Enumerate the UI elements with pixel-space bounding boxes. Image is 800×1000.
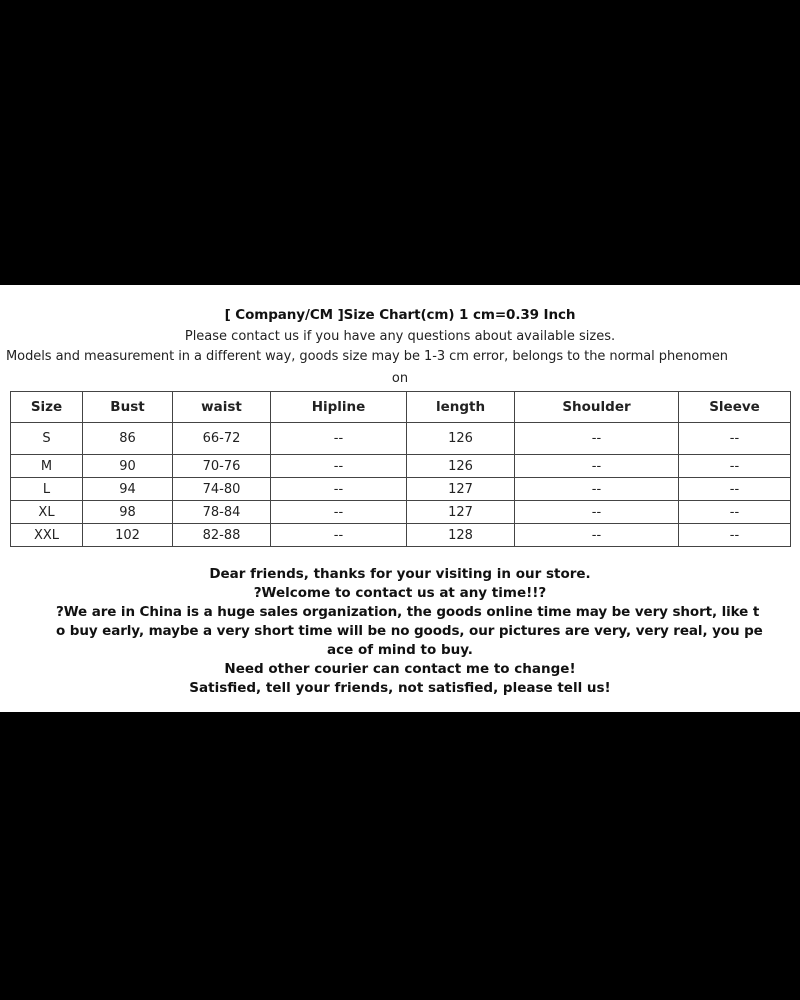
column-header: length xyxy=(407,392,515,423)
table-cell: 94 xyxy=(83,478,173,501)
table-cell: XL xyxy=(11,501,83,524)
table-cell: 127 xyxy=(407,478,515,501)
footer-line: o buy early, maybe a very short time will be no goods, our pictures are very, very real, you pe xyxy=(56,623,763,639)
contact-note: Please contact us if you have any questions about available sizes. xyxy=(184,329,616,344)
table-cell: -- xyxy=(679,501,791,524)
table-cell: 82-88 xyxy=(173,524,271,547)
table-cell: -- xyxy=(515,524,679,547)
column-header: Bust xyxy=(83,392,173,423)
table-cell: XXL xyxy=(11,524,83,547)
table-cell: -- xyxy=(515,478,679,501)
table-cell: -- xyxy=(271,501,407,524)
table-cell: M xyxy=(11,455,83,478)
column-header: Hipline xyxy=(271,392,407,423)
table-row xyxy=(11,501,791,524)
table-row xyxy=(11,455,791,478)
table-cell: -- xyxy=(515,455,679,478)
table-cell: -- xyxy=(271,423,407,455)
column-header: Shoulder xyxy=(515,392,679,423)
table-cell: L xyxy=(11,478,83,501)
table-cell: 127 xyxy=(407,501,515,524)
table-cell: 66-72 xyxy=(173,423,271,455)
table-cell: 90 xyxy=(83,455,173,478)
table-row xyxy=(11,423,791,455)
column-header: waist xyxy=(173,392,271,423)
measurement-note: Models and measurement in a different way, goods size may be 1-3 cm error, belongs to the normal phenomen xyxy=(6,349,728,364)
table-cell: -- xyxy=(679,423,791,455)
table-cell: -- xyxy=(271,455,407,478)
table-cell: -- xyxy=(679,524,791,547)
table-cell: 98 xyxy=(83,501,173,524)
table-cell: 86 xyxy=(83,423,173,455)
table-cell: S xyxy=(11,423,83,455)
table-row xyxy=(11,478,791,501)
measurement-note-wrap: on xyxy=(391,371,409,386)
table-cell: 74-80 xyxy=(173,478,271,501)
footer-line: ?We are in China is a huge sales organization, the goods online time may be very short, like t xyxy=(56,604,760,620)
table-cell: 70-76 xyxy=(173,455,271,478)
footer-line: Need other courier can contact me to change! xyxy=(224,661,576,677)
table-cell: -- xyxy=(271,524,407,547)
table-header-row xyxy=(11,392,791,423)
table-cell: 128 xyxy=(407,524,515,547)
footer-line: Dear friends, thanks for your visiting in our store. xyxy=(209,566,591,582)
footer-line: Satisfied, tell your friends, not satisfied, please tell us! xyxy=(189,680,611,696)
column-header: Size xyxy=(11,392,83,423)
table-cell: -- xyxy=(515,501,679,524)
table-cell: 78-84 xyxy=(173,501,271,524)
size-chart-panel xyxy=(0,285,800,712)
table-cell: -- xyxy=(515,423,679,455)
table-cell: -- xyxy=(679,455,791,478)
size-chart-title: [ Company/CM ]Size Chart(cm) 1 cm=0.39 Inch xyxy=(224,307,576,323)
store-message xyxy=(0,565,800,698)
table-row xyxy=(11,524,791,547)
table-cell: 126 xyxy=(407,423,515,455)
size-table xyxy=(10,391,791,547)
footer-line: ?Welcome to contact us at any time!!? xyxy=(253,585,547,601)
table-cell: 102 xyxy=(83,524,173,547)
table-cell: -- xyxy=(271,478,407,501)
table-cell: -- xyxy=(679,478,791,501)
footer-line: ace of mind to buy. xyxy=(327,642,473,658)
table-cell: 126 xyxy=(407,455,515,478)
column-header: Sleeve xyxy=(679,392,791,423)
